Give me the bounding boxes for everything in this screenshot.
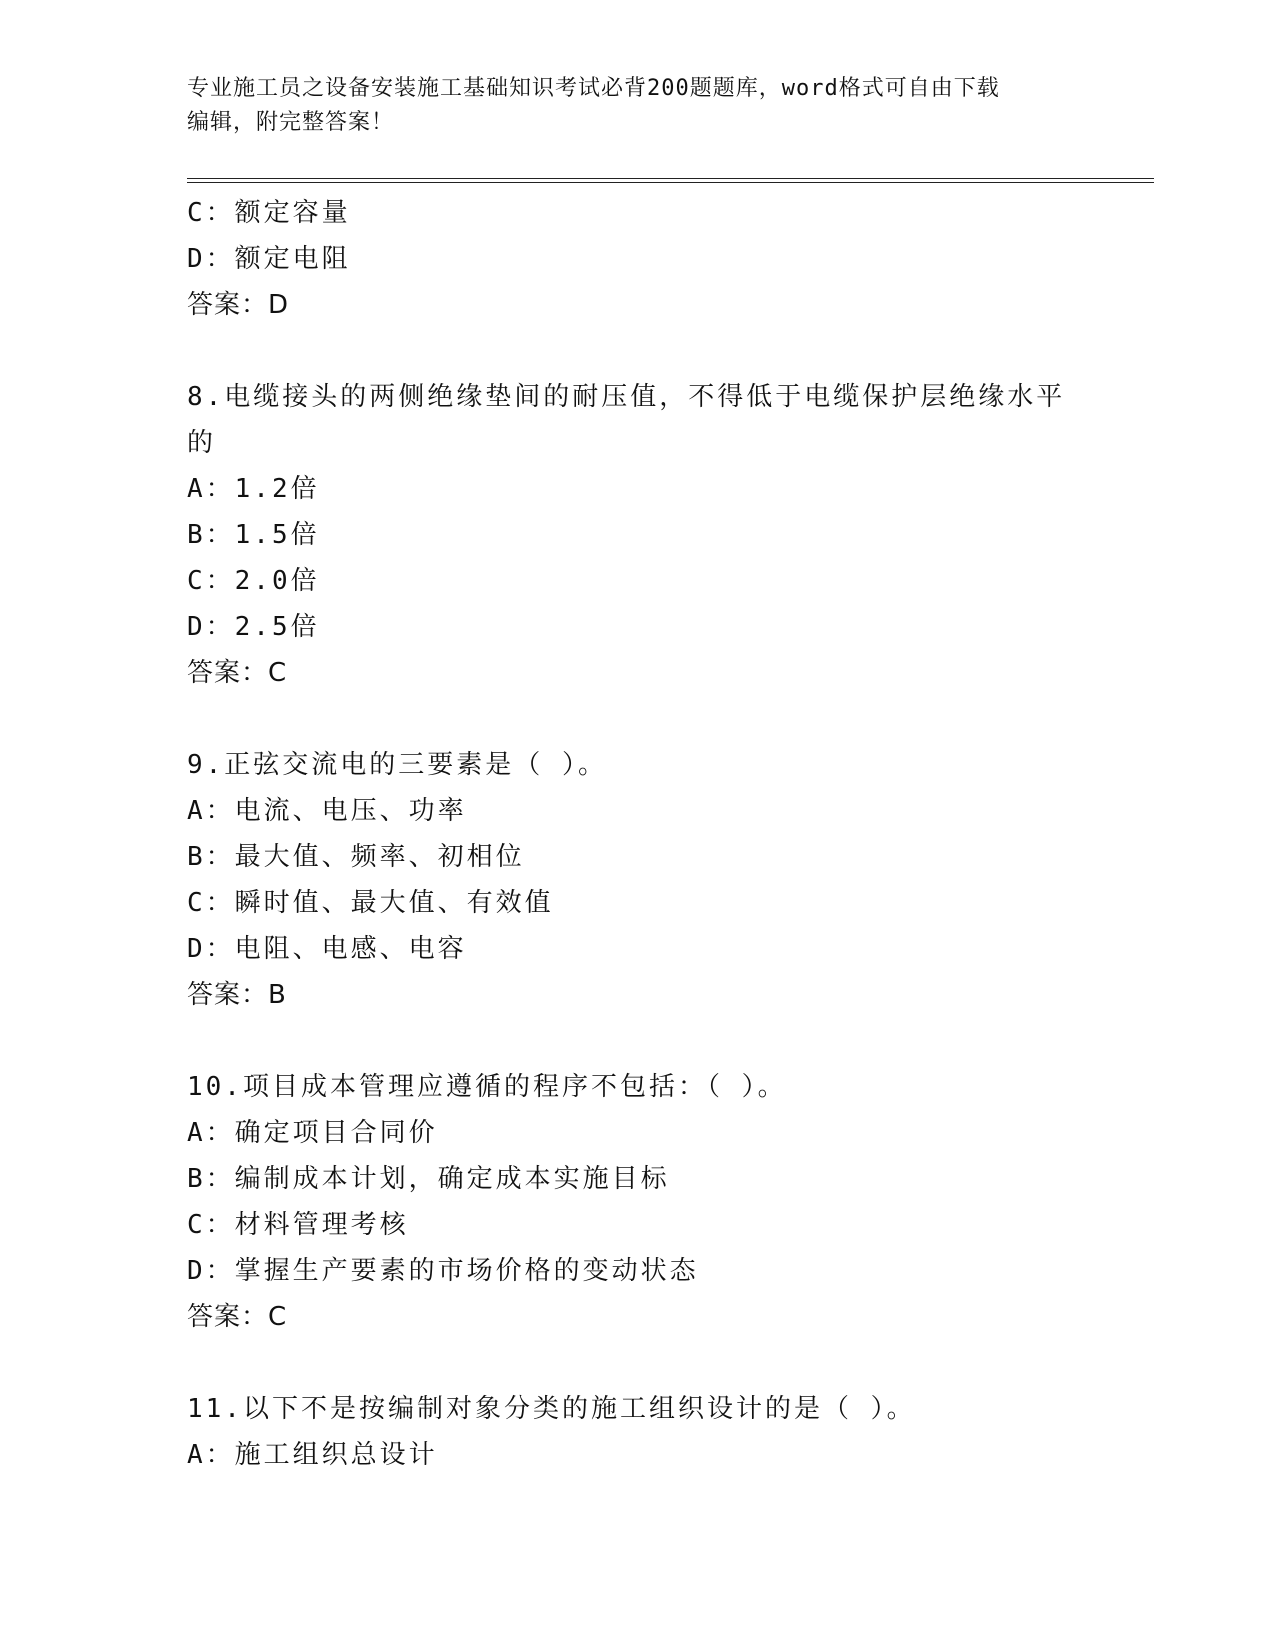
q8-option-a: A：1.2倍 bbox=[187, 474, 320, 504]
q10-answer: 答案：C bbox=[187, 1302, 288, 1332]
q8-stem-line-2: 的 bbox=[187, 428, 217, 458]
q10-option-d: D：掌握生产要素的市场价格的变动状态 bbox=[187, 1256, 699, 1286]
spacer bbox=[187, 1340, 1087, 1386]
q9-answer: 答案：B bbox=[187, 980, 287, 1010]
q9-stem: 9.正弦交流电的三要素是（ ）。 bbox=[187, 750, 607, 780]
q7-option-c: C：额定容量 bbox=[187, 198, 351, 228]
q10-option-c: C：材料管理考核 bbox=[187, 1210, 409, 1240]
q10-stem: 10.项目成本管理应遵循的程序不包括：（ ）。 bbox=[187, 1072, 787, 1102]
q9-option-c: C：瞬时值、最大值、有效值 bbox=[187, 888, 554, 918]
header-divider-top bbox=[187, 178, 1154, 179]
header-title-line-2: 编辑，附完整答案！ bbox=[187, 110, 395, 135]
q8-answer: 答案：C bbox=[187, 658, 288, 688]
q9-option-a: A：电流、电压、功率 bbox=[187, 796, 467, 826]
spacer bbox=[187, 1018, 1087, 1064]
q8-stem-line-1: 8.电缆接头的两侧绝缘垫间的耐压值，不得低于电缆保护层绝缘水平 bbox=[187, 382, 1066, 412]
question-list bbox=[187, 190, 1087, 1478]
header-title-line-1: 专业施工员之设备安装施工基础知识考试必背200题题库，word格式可自由下载 bbox=[187, 76, 1000, 101]
q8-option-c: C：2.0倍 bbox=[187, 566, 320, 596]
q7-answer: 答案：D bbox=[187, 290, 290, 320]
q10-option-a: A：确定项目合同价 bbox=[187, 1118, 438, 1148]
spacer bbox=[187, 696, 1087, 742]
q10-option-b: B：编制成本计划，确定成本实施目标 bbox=[187, 1164, 670, 1194]
q9-option-d: D：电阻、电感、电容 bbox=[187, 934, 467, 964]
spacer bbox=[187, 328, 1087, 374]
q11-stem: 11.以下不是按编制对象分类的施工组织设计的是（ ）。 bbox=[187, 1394, 916, 1424]
q9-option-b: B：最大值、频率、初相位 bbox=[187, 842, 525, 872]
header-divider-bottom bbox=[187, 182, 1154, 183]
q7-option-d: D：额定电阻 bbox=[187, 244, 351, 274]
q8-option-d: D：2.5倍 bbox=[187, 612, 320, 642]
page-header bbox=[187, 72, 1067, 140]
q8-option-b: B：1.5倍 bbox=[187, 520, 320, 550]
q11-option-a: A：施工组织总设计 bbox=[187, 1440, 438, 1470]
